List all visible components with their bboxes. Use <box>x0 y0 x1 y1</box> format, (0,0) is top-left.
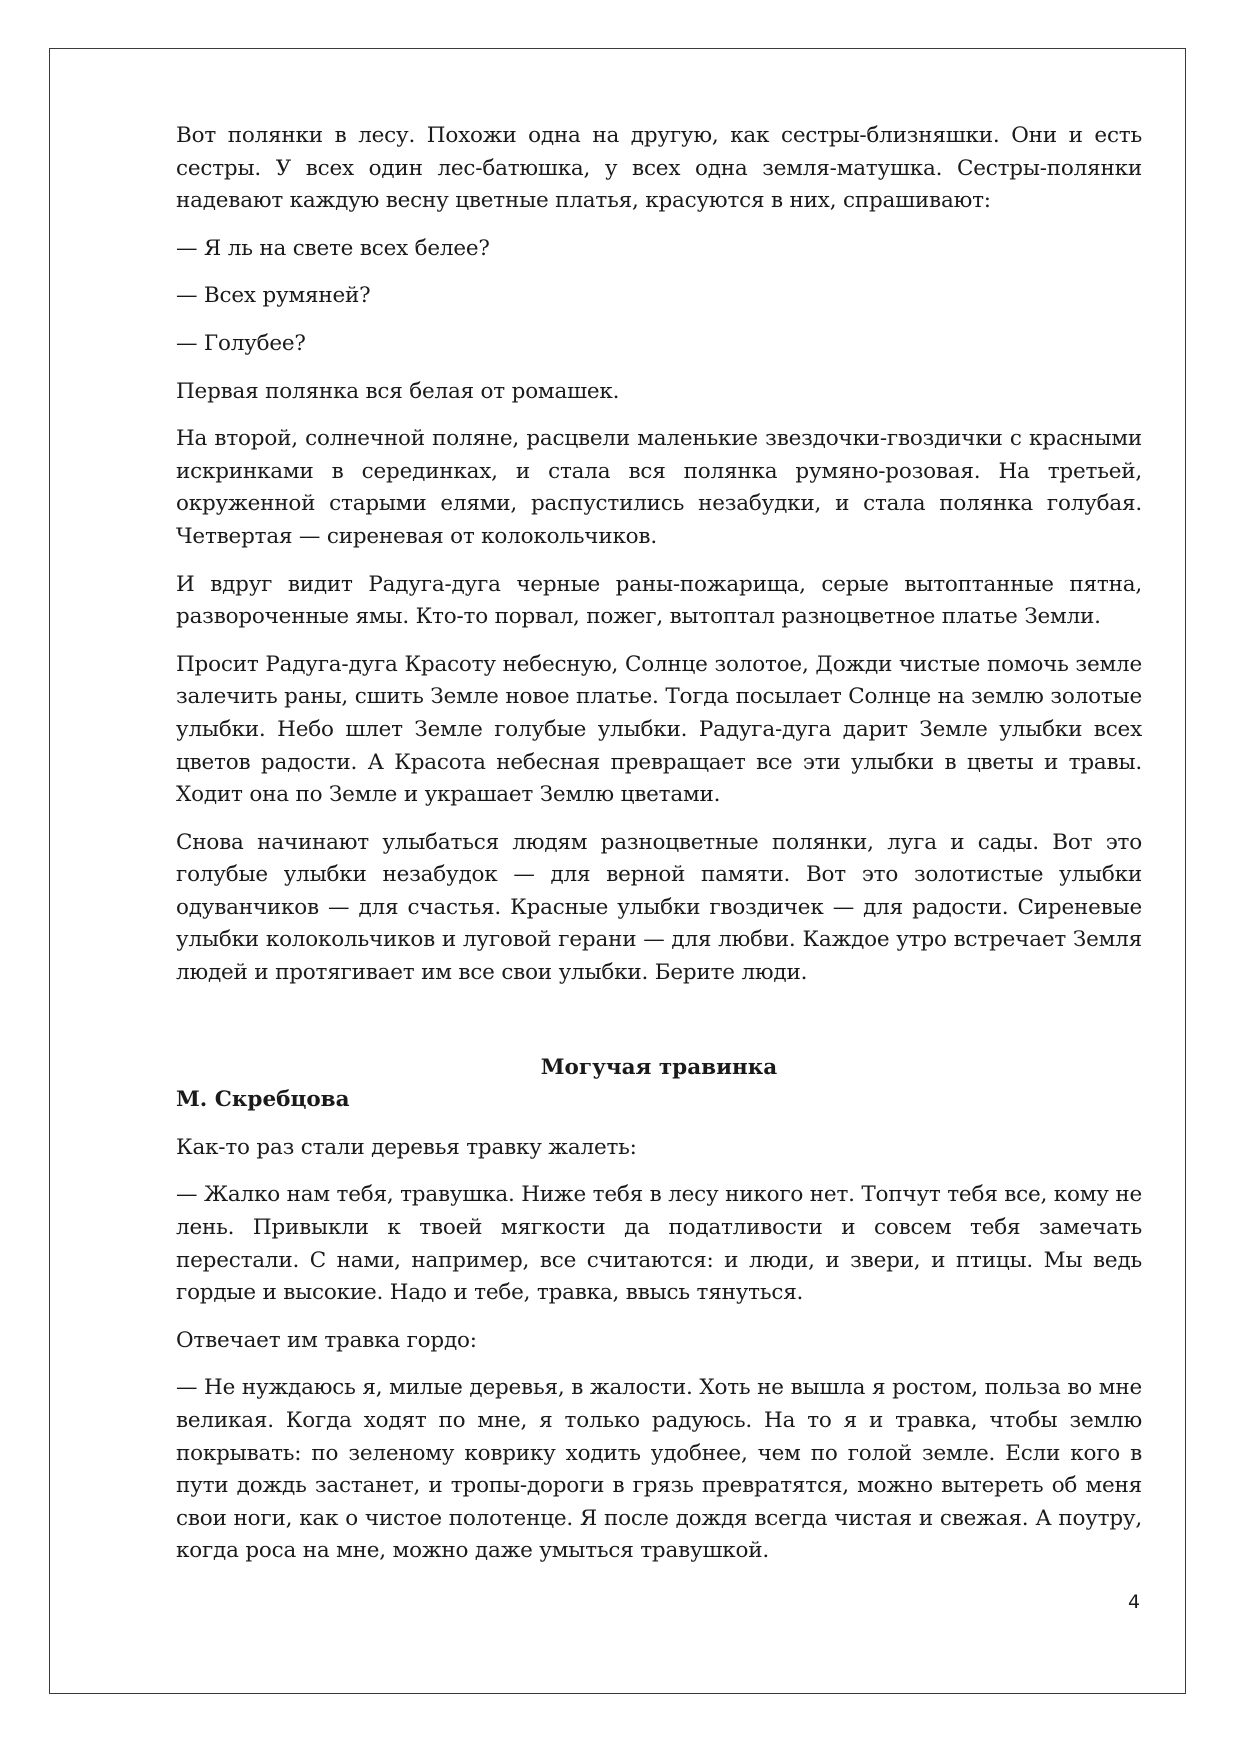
document-body <box>176 120 1142 1583</box>
dialogue-line: — Всех румяней? <box>176 283 371 309</box>
paragraph: Отвечает им травка гордо: <box>176 1327 477 1353</box>
paragraph: Как-то раз стали деревья травку жалеть: <box>176 1134 637 1160</box>
section-spacer <box>176 1005 1142 1052</box>
dialogue-line: — Я ль на свете всех белее? <box>176 235 490 261</box>
paragraph: Снова начинают улыбаться людям разноцветные полянки, луга и сады. Вот это голубые улыбки незабудок — для верной памяти. Вот это золотистые улыбки одуванчиков — для счастья. Красные улыбки гвоздичек — для радости. Сиреневые улыбки колокольчиков и луговой герани — для любви. Каждое утро встречает Земля людей и протягивает им все свои улыбки. Берите люди. <box>176 829 1142 986</box>
paragraph: И вдруг видит Радуга-дуга черные раны-пожарища, серые вытоптанные пятна, развороченные ямы. Кто-то порвал, пожег, вытоптал разноцветное платье Земли. <box>176 571 1142 630</box>
paragraph: Первая полянка вся белая от ромашек. <box>176 378 620 404</box>
dialogue-paragraph: — Не нуждаюсь я, милые деревья, в жалости. Хоть не вышла я ростом, польза во мне великая. Когда ходят по мне, я только радуюсь. На то я и травка, чтобы землю покрывать: по зеленому коврику ходить удобнее, чем по голой земле. Если кого в пути дождь застанет, и тропы-дороги в грязь превратятся, можно вытереть об меня свои ноги, как о чистое полотенце. Я после дождя всегда чистая и свежая. А поутру, когда роса на мне, можно даже умыться травушкой. <box>176 1375 1142 1564</box>
paragraph: Просит Радуга-дуга Красоту небесную, Солнце золотое, Дожди чистые помочь земле залечить раны, сшить Земле новое платье. Тогда посылает Солнце на землю золотые улыбки. Небо шлет Земле голубые улыбки. Радуга-дуга дарит Земле улыбки всех цветов радости. А Красота небесная превращает все эти улыбки в цветы и травы. Ходит она по Земле и украшает Землю цветами. <box>176 651 1142 808</box>
dialogue-line: — Голубее? <box>176 330 306 356</box>
paragraph: На второй, солнечной поляне, расцвели маленькие звездочки-гвоздички с красными искринками в серединках, и стала вся полянка румяно-розовая. На третьей, окруженной старыми елями, распустились незабудки, и стала полянка голубая. Четвертая — сиреневая от колокольчиков. <box>176 426 1142 549</box>
dialogue-paragraph: — Жалко нам тебя, травушка. Ниже тебя в лесу никого нет. Топчут тебя все, кому не лень. Привыкли к твоей мягкости да податливости и совсем тебя замечать перестали. С нами, например, все считаются: и люди, и звери, и птицы. Мы ведь гордые и высокие. Надо и тебе, травка, ввысь тянуться. <box>176 1182 1142 1306</box>
paragraph: Вот полянки в лесу. Похожи одна на другую, как сестры-близняшки. Они и есть сестры. У всех один лес-батюшка, у всех одна земля-матушка. Сестры-полянки надевают каждую весну цветные платья, красуются в них, спрашивают: <box>176 123 1142 214</box>
story-author: М. Скребцова <box>176 1087 350 1113</box>
story-title: Могучая травинка <box>540 1054 778 1080</box>
page-number: 4 <box>1128 1591 1141 1613</box>
